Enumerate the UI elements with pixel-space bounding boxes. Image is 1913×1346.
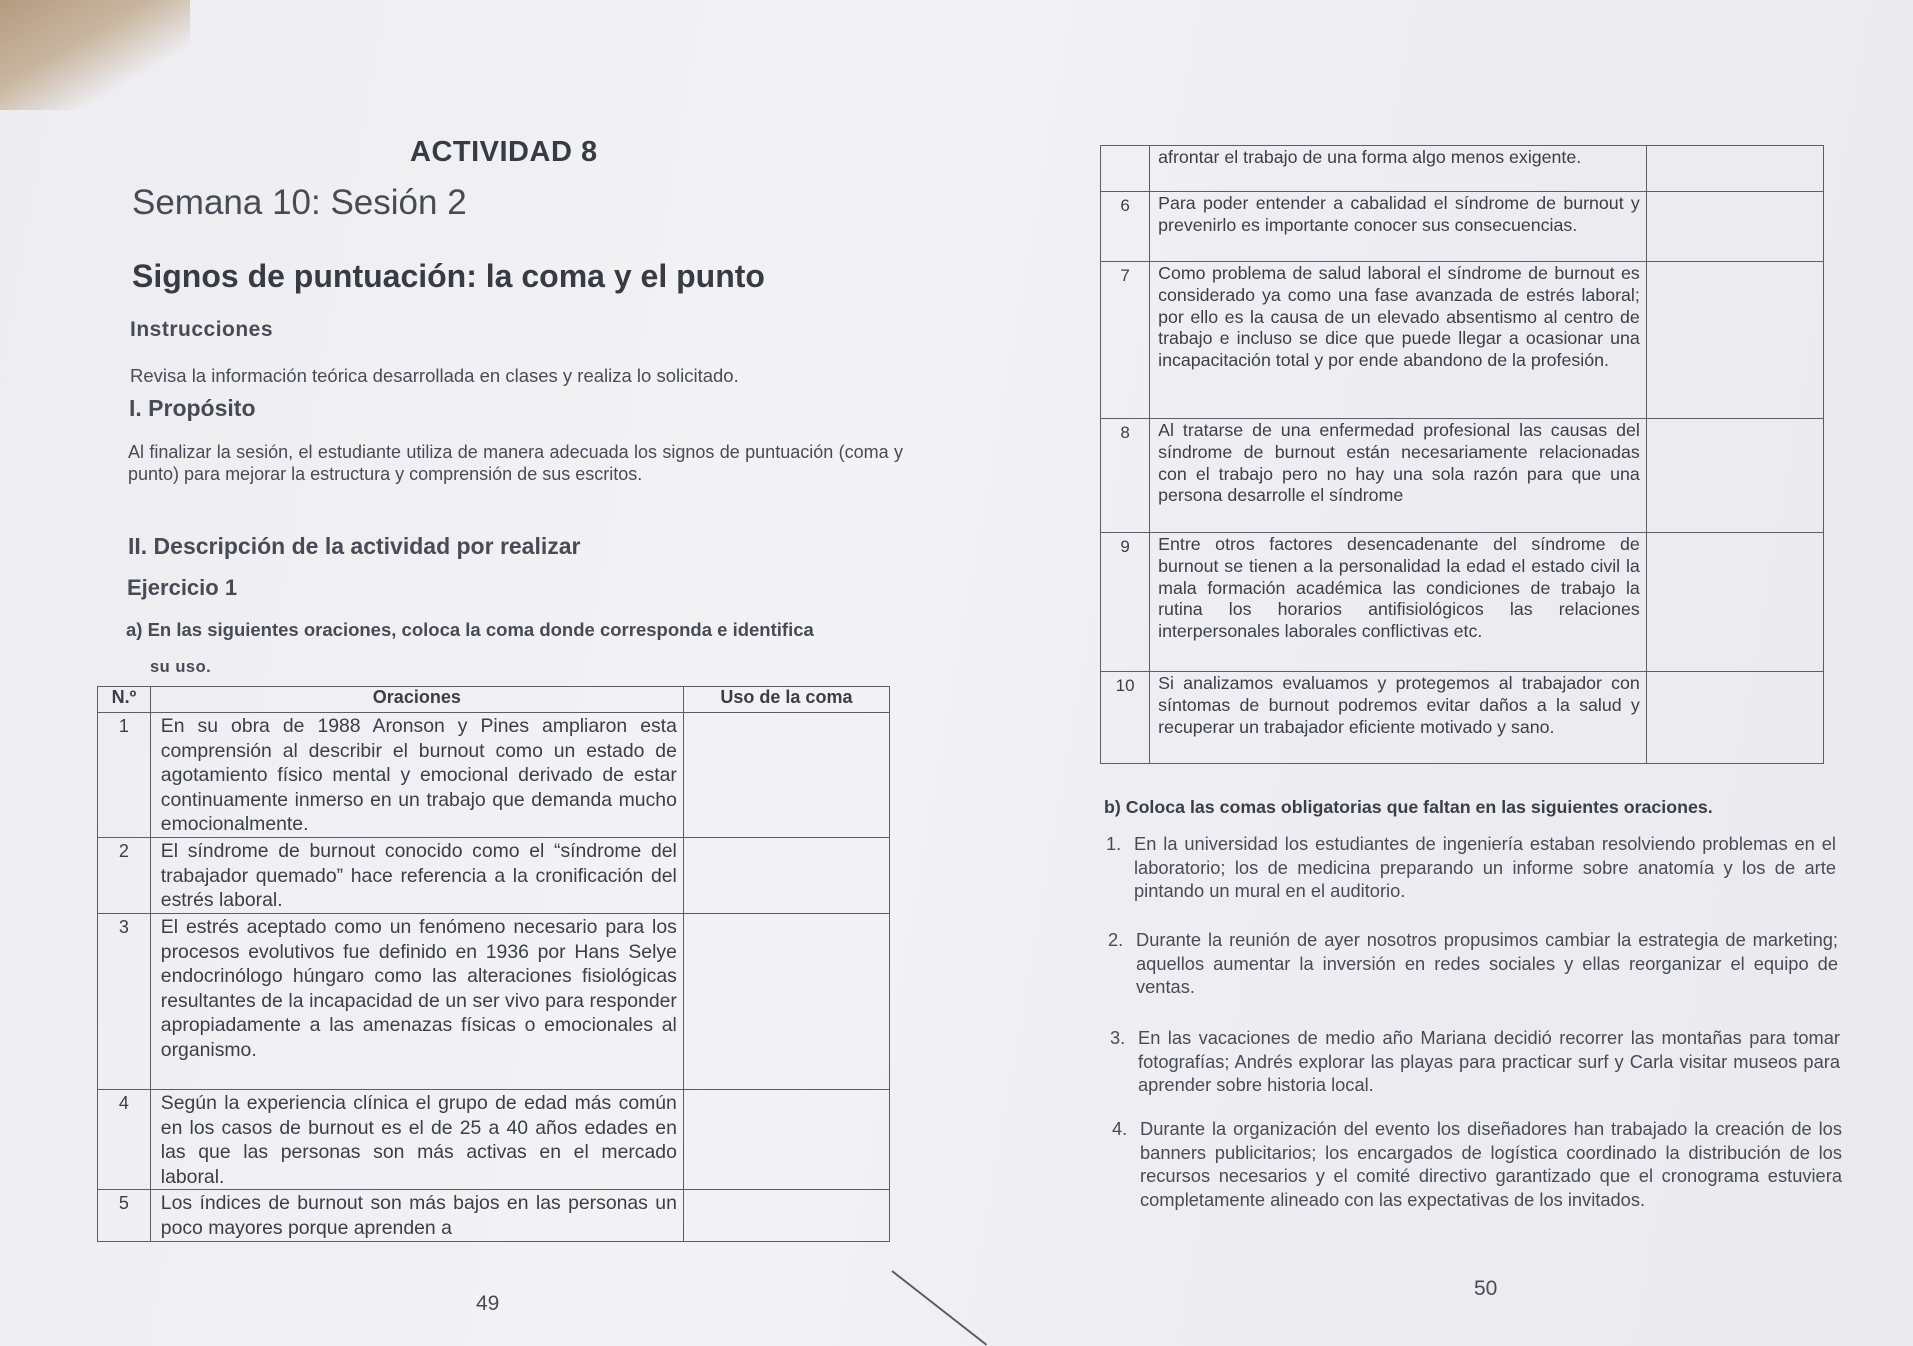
comma-use-cell[interactable]: [683, 837, 889, 913]
list-item: [1108, 928, 1838, 999]
table-row: [1101, 419, 1824, 533]
exercise-heading: Ejercicio 1: [127, 575, 238, 600]
instructions-text: Revisa la información teórica desarrollada en clases y realiza lo solicitado.: [130, 365, 739, 386]
item-text: Durante la organización del evento los diseñadores han trabajado la creación de los banners publicitarios; los encargados de logística coordinado la distribución de los recursos necesarios y el comité directivo garantizado que el cronograma estuviera completamente alineado con las expectativas de los invitados.: [1140, 1118, 1842, 1210]
row-number: 10: [1101, 672, 1150, 764]
comma-use-cell[interactable]: [683, 1190, 889, 1242]
row-number: 1: [98, 713, 151, 838]
row-number: 3: [98, 913, 151, 1089]
row-number: 6: [1101, 192, 1150, 262]
table-header-row: [98, 687, 890, 713]
comma-exercise-table: [97, 686, 890, 1242]
table-row: [1101, 262, 1824, 419]
row-sentence: Los índices de burnout son más bajos en las personas un poco mayores porque aprenden a: [150, 1190, 683, 1242]
row-sentence: Si analizamos evaluamos y protegemos al trabajador con síntomas de burnout podremos evitar daños a la salud y recuperar un trabajador eficiente motivado y sano.: [1150, 672, 1647, 764]
comma-use-cell[interactable]: [1646, 419, 1823, 533]
header-number: N.º: [98, 687, 151, 713]
item-number: 2.: [1108, 929, 1124, 950]
table-row: [98, 1089, 890, 1189]
exercise-a-instruction-continued: su uso.: [150, 658, 212, 676]
row-sentence: Al tratarse de una enfermedad profesional las causas del síndrome de burnout están necesariamente relacionadas con el trabajo pero no hay una sola razón para que una persona desarrolle el síndrome: [1150, 419, 1647, 533]
row-sentence: Para poder entender a cabalidad el síndrome de burnout y prevenirlo es importante conocer sus consecuencias.: [1150, 192, 1647, 262]
row-number: 4: [98, 1089, 151, 1189]
row-sentence: afrontar el trabajo de una forma algo menos exigente.: [1150, 146, 1647, 192]
table-row: [98, 713, 890, 838]
table-row: [1101, 192, 1824, 262]
row-sentence: Según la experiencia clínica el grupo de edad más común en los casos de burnout es el de 25 a 40 años edades en las que las personas son más activas en el mercado laboral.: [150, 1089, 683, 1189]
list-item: [1112, 1117, 1842, 1211]
list-item: [1106, 832, 1836, 903]
table-row: [98, 1190, 890, 1242]
exercise-b-item-3: [1110, 1026, 1840, 1097]
exercise-b-item-1: [1106, 832, 1836, 903]
item-text: En la universidad los estudiantes de ingeniería estaban resolviendo problemas en el laboratorio; los de medicina preparando un informe sobre anatomía y los de arte pintando un mural en el auditorio.: [1134, 833, 1836, 901]
table-row: [1101, 146, 1824, 192]
item-number: 3.: [1110, 1027, 1126, 1048]
item-text: Durante la reunión de ayer nosotros propusimos cambiar la estrategia de marketing; aquellos aumentar la inversión en redes sociales y ellas reorganizar el equipo de ventas.: [1136, 929, 1838, 997]
header-sentences: Oraciones: [150, 687, 683, 713]
page-number: 49: [476, 1292, 500, 1315]
exercise-b-heading: b) Coloca las comas obligatorias que faltan en las siguientes oraciones.: [1104, 797, 1713, 817]
table-row: [1101, 672, 1824, 764]
week-session-title: Semana 10: Sesión 2: [132, 183, 467, 222]
row-sentence: El síndrome de burnout conocido como el “síndrome del trabajador quemado” hace referencia a la cronificación del estrés laboral.: [150, 837, 683, 913]
topic-title: Signos de puntuación: la coma y el punto: [132, 258, 765, 294]
table-row: [98, 837, 890, 913]
row-sentence: Como problema de salud laboral el síndrome de burnout es considerado ya como una fase avanzada de estrés laboral; por ello es la causa de un elevado absentismo al centro de trabajo e incluso se dice que puede llegar a ocasionar una incapacitación total y por ende abandono de la profesión.: [1150, 262, 1647, 419]
comma-use-cell[interactable]: [1646, 146, 1823, 192]
row-number: 7: [1101, 262, 1150, 419]
row-sentence: El estrés aceptado como un fenómeno necesario para los procesos evolutivos fue definido en 1936 por Hans Selye endocrinólogo húngaro como las alteraciones fisiológicas resultantes de la incapacidad de un ser vivo para responder apropiadamente a las amenazas físicas o emocionales al organismo.: [150, 913, 683, 1089]
row-number: 5: [98, 1190, 151, 1242]
comma-use-cell[interactable]: [1646, 192, 1823, 262]
comma-use-cell[interactable]: [683, 713, 889, 838]
exercise-b-item-2: [1108, 928, 1838, 999]
comma-use-cell[interactable]: [1646, 672, 1823, 764]
table-row: [98, 913, 890, 1089]
description-heading: II. Descripción de la actividad por realizar: [128, 533, 581, 559]
instructions-heading: Instrucciones: [130, 318, 274, 341]
item-text: En las vacaciones de medio año Mariana decidió recorrer las montañas para tomar fotografías; Andrés explorar las playas para practicar surf y Carla visitar museos para aprender sobre historia local.: [1138, 1027, 1840, 1095]
comma-use-cell[interactable]: [683, 1089, 889, 1189]
comma-use-cell[interactable]: [1646, 262, 1823, 419]
row-number: 9: [1101, 533, 1150, 672]
comma-use-cell[interactable]: [1646, 533, 1823, 672]
row-number: [1101, 146, 1150, 192]
comma-exercise-table-continued: [1100, 145, 1824, 764]
purpose-text: Al finalizar la sesión, el estudiante utiliza de manera adecuada los signos de puntuación (coma y punto) para mejorar la estructura y comprensión de sus escritos.: [128, 442, 903, 484]
table-row: [1101, 533, 1824, 672]
row-sentence: Entre otros factores desencadenante del síndrome de burnout se tienen a la personalidad la edad el estado civil la mala formación académica las condiciones de trabajo la rutina los horarios antifisiológicos las relaciones interpersonales laborales conflictivas etc.: [1150, 533, 1647, 672]
row-sentence: En su obra de 1988 Aronson y Pines ampliaron esta comprensión al describir el burnout como un estado de agotamiento físico mental y emocional derivado de estar continuamente inmerso en un trabajo que demanda mucho emocionalmente.: [150, 713, 683, 838]
table-surface-corner: [0, 0, 190, 110]
row-number: 8: [1101, 419, 1150, 533]
activity-title: ACTIVIDAD 8: [410, 136, 598, 168]
header-comma-use: Uso de la coma: [683, 687, 889, 713]
item-number: 4.: [1112, 1118, 1128, 1139]
exercise-b-item-4: [1112, 1117, 1842, 1211]
list-item: [1110, 1026, 1840, 1097]
item-number: 1.: [1106, 833, 1122, 854]
purpose-heading: I. Propósito: [129, 395, 256, 421]
comma-use-cell[interactable]: [683, 913, 889, 1089]
row-number: 2: [98, 837, 151, 913]
exercise-a-instruction: a) En las siguientes oraciones, coloca la coma donde corresponda e identifica: [126, 619, 814, 640]
page-number: 50: [1474, 1277, 1498, 1300]
